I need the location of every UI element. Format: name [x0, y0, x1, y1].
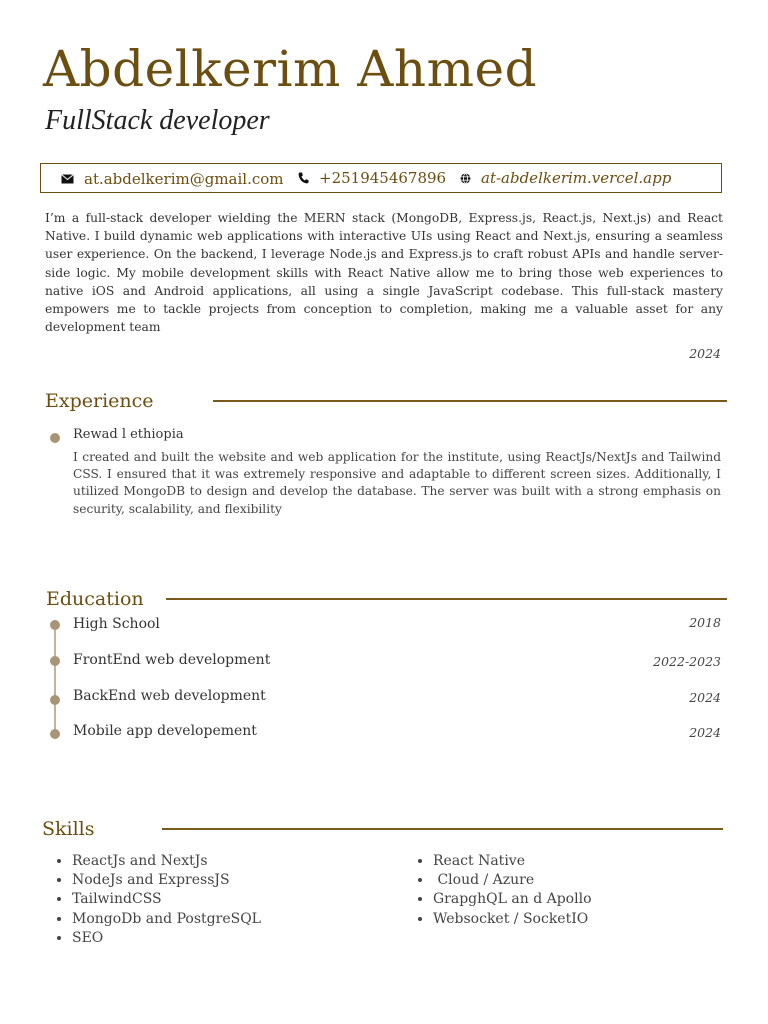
education-item-name: BackEnd web development — [73, 688, 266, 704]
email-text[interactable]: at.abdelkerim@gmail.com — [84, 170, 284, 188]
skills-heading: Skills — [42, 818, 95, 840]
education-item-date: 2024 — [689, 690, 721, 705]
education-item-date: 2024 — [689, 725, 721, 740]
experience-divider — [213, 400, 727, 402]
education-divider — [166, 598, 727, 600]
skill-item: • React Native — [433, 852, 592, 871]
skills-list-left — [46, 852, 261, 948]
skills-divider — [162, 828, 723, 830]
contact-email[interactable] — [61, 170, 284, 188]
timeline-dot — [50, 433, 60, 443]
education-item-name: FrontEnd web development — [73, 652, 271, 668]
timeline-dot — [50, 695, 60, 705]
education-item-date: 2022-2023 — [653, 654, 721, 669]
skill-item: • MongoDb and PostgreSQL — [72, 910, 261, 929]
person-name: Abdelkerim Ahmed — [43, 40, 538, 98]
phone-icon — [298, 172, 309, 184]
globe-icon — [460, 173, 471, 184]
summary-date: 2024 — [689, 346, 721, 361]
profile-summary: I’m a full-stack developer wielding the MERN stack (MongoDB, Express.js, React.js, Next.js) and React Native. I build dynamic web applications with interactive UIs using React and Next.js, ensuring a seamless user experience. On the backend, I leverage Node.js and Express.js to craft robust APIs and handle server-side logic. My mobile development skills with React Native allow me to bring those web experiences to native iOS and Android applications, all using a single JavaScript codebase. This full-stack mastery empowers me to tackle projects from conception to completion, making me a valuable asset for any development team — [45, 211, 723, 335]
education-heading: Education — [46, 588, 144, 610]
experience-heading: Experience — [45, 390, 154, 412]
skills-list-right — [407, 852, 592, 929]
experience-company: Rewad l ethiopia — [73, 427, 184, 442]
education-item-date: 2018 — [689, 615, 721, 630]
education-timeline-line — [54, 625, 56, 734]
contact-bar — [40, 163, 722, 193]
skill-item: • SEO — [72, 929, 261, 948]
contact-website[interactable] — [460, 169, 671, 187]
education-item-name: High School — [73, 616, 160, 632]
skill-item: • TailwindCSS — [72, 890, 261, 909]
website-link[interactable]: at-abdelkerim.vercel.app — [481, 169, 672, 187]
contact-phone[interactable] — [298, 169, 446, 187]
job-title: FullStack developer — [45, 105, 270, 136]
timeline-dot — [50, 620, 60, 630]
skill-item: • NodeJs and ExpressJS — [72, 871, 261, 890]
timeline-dot — [50, 656, 60, 666]
skill-item: • Websocket / SocketIO — [433, 910, 592, 929]
mail-icon — [61, 174, 74, 184]
skill-item: • Cloud / Azure — [433, 871, 592, 890]
timeline-dot — [50, 729, 60, 739]
education-item-name: Mobile app developement — [73, 723, 257, 739]
skill-item: • ReactJs and NextJs — [72, 852, 261, 871]
skill-item: • GrapghQL an d Apollo — [433, 890, 592, 909]
experience-description: I created and built the website and web application for the institute, using ReactJs/NextJs and Tailwind CSS. I ensured that it was extremely responsive and adaptable to different screen sizes. Additionally, I utilized MongoDB to design and develop the database. The server was built with a strong emphasis on security, scalability, and flexibility — [73, 450, 721, 516]
phone-text[interactable]: +251945467896 — [319, 169, 447, 187]
